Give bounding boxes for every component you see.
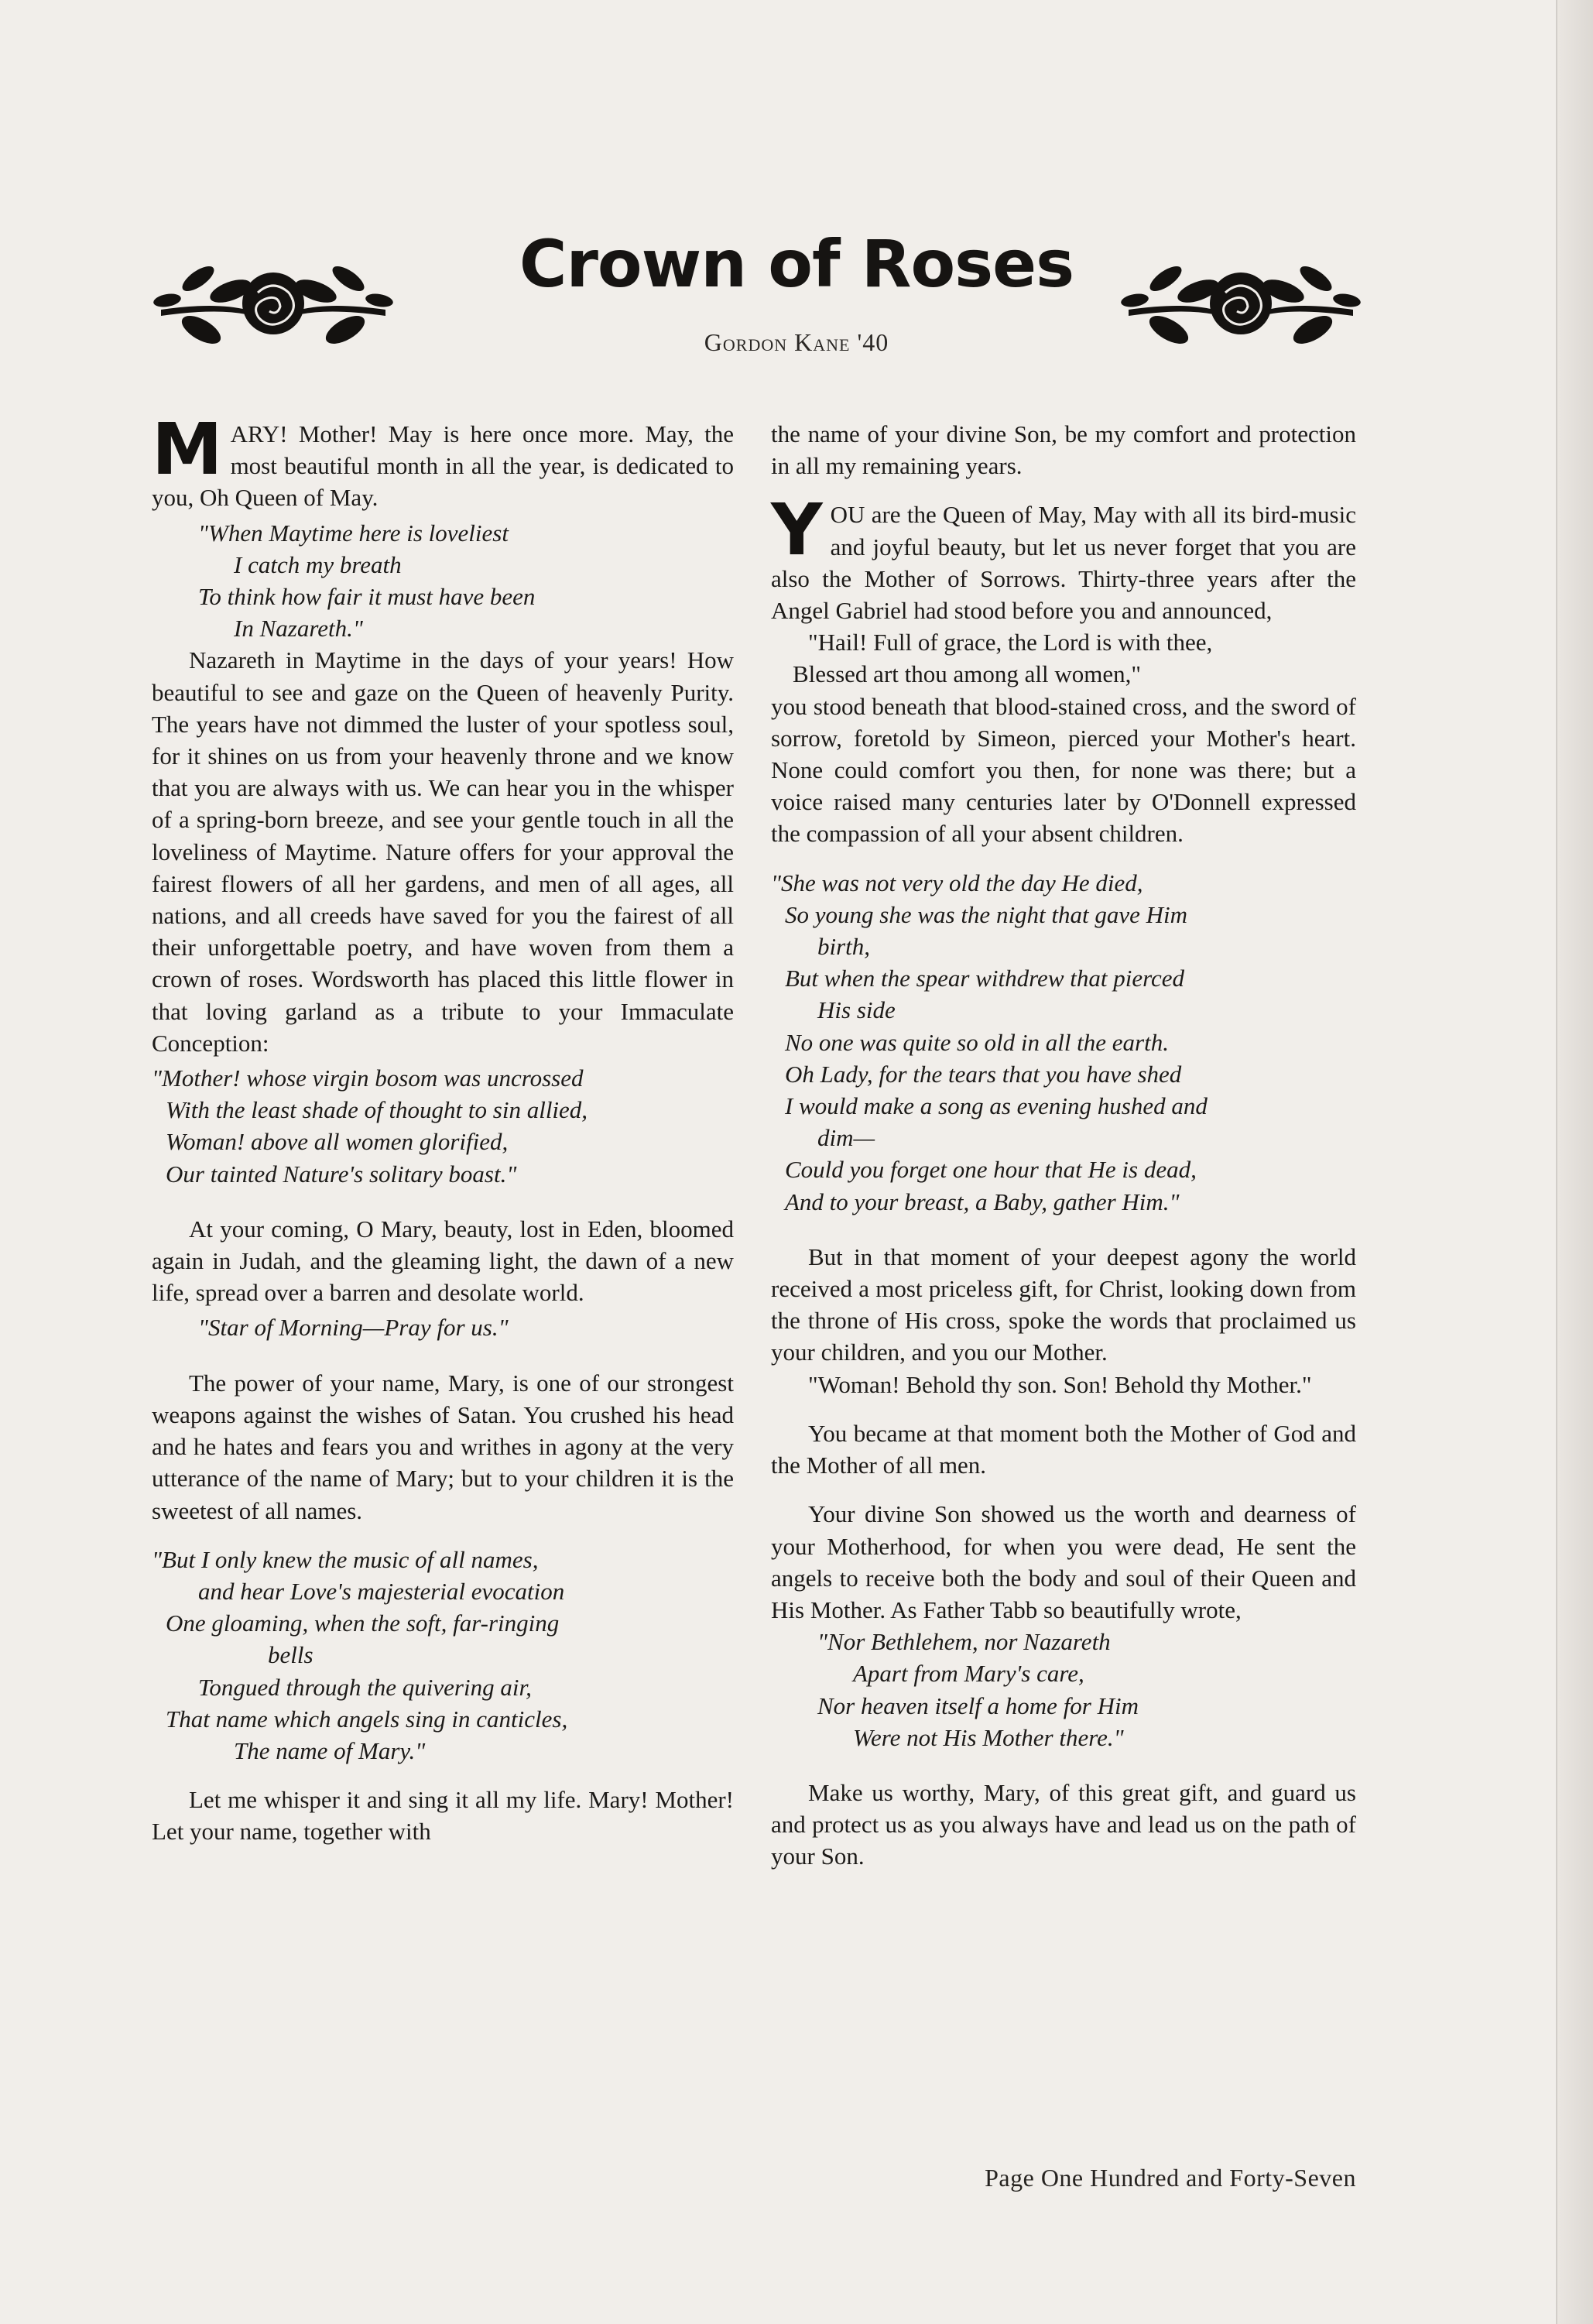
paragraph-cross: you stood beneath that blood-stained cross, and the sword of sorrow, foretold by Simeon, pierced your Mother's heart. None could comfort you then, for none was there; but a voice raised many centuries later by O'Donnell expressed the compassion of all your absent children. — [771, 692, 1356, 848]
paragraph-agony: But in that moment of your deepest agony the world received a most priceless gift, for Christ, looking down from the throne of His cross, spoke the words that proclaimed us your children, and you our Mother. — [771, 1243, 1356, 1366]
verse-line: "Nor Bethlehem, nor Nazareth — [817, 1628, 1111, 1656]
verse-line: Our tainted Nature's solitary boast." — [166, 1160, 517, 1188]
verse-line: In Nazareth." — [234, 615, 363, 643]
verse-line: One gloaming, when the soft, far-ringing — [166, 1609, 560, 1637]
verse-line: Nor heaven itself a home for Him — [817, 1692, 1139, 1719]
verse-line: Apart from Mary's care, — [853, 1660, 1084, 1688]
paragraph-continuation: the name of your divine Son, be my comfort and protection in all my remaining years. — [771, 420, 1356, 480]
smallcaps-lead: OU — [830, 501, 865, 529]
verse-line: I would make a song as evening hushed and — [785, 1092, 1208, 1120]
paragraph-coming: At your coming, O Mary, beauty, lost in Eden, bloomed again in Judah, and the gleaming light, the dawn of a new life, spread over a barren and desolate world. — [152, 1215, 734, 1307]
drop-cap: M — [152, 408, 223, 491]
verse-line: Woman! above all women glorified, — [166, 1128, 509, 1156]
paragraph-whisper: Let me whisper it and sing it all my life. Mary! Mother! Let your name, together with — [152, 1786, 734, 1846]
paragraph-worthy: Make us worthy, Mary, of this great gift, and guard us and protect us as you always have and lead us on the path of your Son. — [771, 1778, 1356, 1870]
quote-line: Blessed art thou among all women," — [793, 660, 1142, 688]
paragraph-power: The power of your name, Mary, is one of our strongest weapons against the wishes of Satan. You crushed his head and he hates and fears you and writhes in agony at the very utterance of the name of Mary; but to your children it is the sweetest of all names. — [152, 1369, 734, 1524]
paragraph-opening — [152, 408, 734, 514]
smallcaps-lead: ARY! — [230, 420, 288, 447]
page-number-footer: Page One Hundred and Forty-Seven — [985, 2164, 1356, 2192]
verse-line: That name which angels sing in canticles, — [166, 1705, 568, 1733]
paragraph-behold: "Woman! Behold thy son. Son! Behold thy Mother." — [808, 1370, 1312, 1398]
left-column — [152, 408, 734, 1848]
hail-quote — [771, 626, 1356, 690]
verse-odonnell — [771, 867, 1356, 1218]
article-title: Crown of Roses — [519, 226, 1074, 302]
verse-line: "When Maytime here is loveliest — [198, 519, 509, 547]
verse-line: Tongued through the quivering air, — [198, 1673, 532, 1701]
verse-line: But when the spear withdrew that pierced — [785, 965, 1185, 992]
verse-line: Were not His Mother there." — [853, 1723, 1124, 1751]
verse-wordsworth — [152, 1062, 734, 1190]
verse-line: Oh Lady, for the tears that you have shed — [785, 1060, 1182, 1088]
verse-line: "Mother! whose virgin bosom was uncrossed — [152, 1064, 584, 1092]
verse-music — [152, 1544, 734, 1767]
right-column — [771, 418, 1356, 1873]
author-byline: Gordon Kane '40 — [704, 328, 889, 356]
verse-star — [152, 1311, 734, 1343]
paragraph-queen — [771, 488, 1356, 626]
verse-line: So young she was the night that gave Him — [785, 900, 1188, 928]
verse-line: birth, — [817, 933, 871, 961]
paragraph-text: Mother! May is here once more. May, the most beautiful month in all the year, is dedicated to you, Oh Queen of May. — [152, 420, 734, 512]
paragraph-text: are the Queen of May, May with all its bird-music and joyful beauty, but let us never forget that you are also the Mother of Sorrows. Thirty-three years after the Angel Gabriel had stood before you and announced, — [771, 501, 1356, 625]
verse-line: And to your breast, a Baby, gather Him." — [785, 1188, 1180, 1215]
verse-line: "She was not very old the day He died, — [771, 869, 1143, 896]
verse-line: dim— — [817, 1124, 875, 1152]
drop-cap: Y — [771, 488, 823, 572]
verse-line: No one was quite so old in all the earth. — [785, 1028, 1169, 1056]
verse-line: The name of Mary." — [234, 1736, 426, 1764]
verse-line: "Star of Morning—Pray for us." — [198, 1314, 509, 1342]
paragraph-tabb: Your divine Son showed us the worth and dearness of your Motherhood, for when you were dead, He sent the angels to receive both the body and soul of their Queen and His Mother. As Father Tabb so beautifully wrote, — [771, 1500, 1356, 1623]
verse-tabb — [771, 1626, 1356, 1753]
verse-line: To think how fair it must have been — [198, 583, 536, 611]
verse-line: and hear Love's majesterial evocation — [198, 1577, 565, 1605]
verse-maytime — [152, 517, 734, 645]
verse-line: Could you forget one hour that He is dead, — [785, 1156, 1197, 1184]
verse-line: His side — [817, 996, 896, 1024]
quote-line: "Hail! Full of grace, the Lord is with thee, — [808, 629, 1213, 656]
verse-line: With the least shade of thought to sin allied, — [166, 1096, 588, 1124]
verse-line: bells — [268, 1641, 313, 1669]
paragraph-mother-of-all: You became at that moment both the Mother of God and the Mother of all men. — [771, 1419, 1356, 1479]
verse-line: "But I only knew the music of all names, — [152, 1545, 539, 1573]
paragraph-nazareth: Nazareth in Maytime in the days of your years! How beautiful to see and gaze on the Queen of heavenly Purity. The years have not dimmed the luster of your spotless soul, for it shines on us from your heavenly throne and we know that you are always with us. We can hear you in the whisper of a spring-born breeze, and see your gentle touch in all the loveliness of Maytime. Nature offers for your approval the fairest flowers of all her gardens, and men of all ages, all nations, and all creeds have saved for you the fairest of all their unforgettable poetry, and have woven from them a crown of roses. Wordsworth has placed this little flower in that loving garland as a tribute to your Immaculate Conception: — [152, 646, 734, 1057]
verse-line: I catch my breath — [234, 550, 402, 578]
